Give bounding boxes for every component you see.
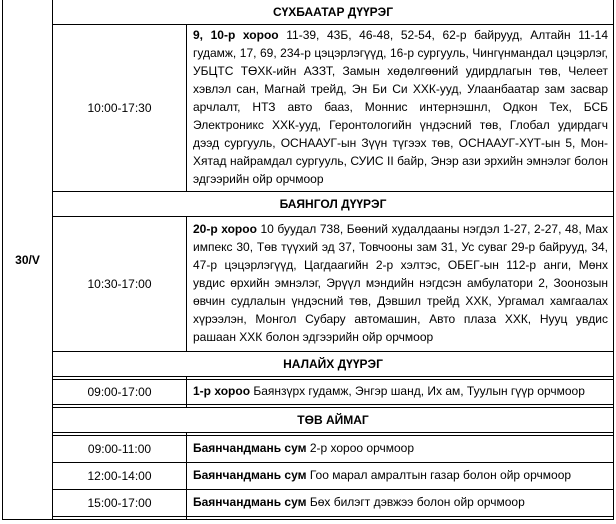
area-text: Бөх билэгт дэвжээ болон ойр орчмоор bbox=[306, 495, 525, 509]
area-description bbox=[187, 380, 614, 405]
spacer-cell bbox=[187, 517, 614, 520]
area-description bbox=[187, 463, 614, 490]
khoroo-label: 20-р хороо bbox=[193, 222, 257, 236]
date-cell: 30/V bbox=[3, 0, 53, 520]
area-text: 2-р хороо орчмоор bbox=[306, 441, 414, 455]
table-row bbox=[3, 217, 614, 352]
district-header-sukhbaatar: СҮХБААТАР ДҮҮРЭГ bbox=[53, 0, 614, 25]
area-description bbox=[187, 25, 614, 192]
sum-label: Баянчандмань сум bbox=[193, 495, 307, 509]
district-header-nalaikh: НАЛАЙХ ДҮҮРЭГ bbox=[53, 352, 614, 377]
area-description bbox=[187, 436, 614, 463]
outage-schedule-table bbox=[2, 0, 614, 520]
spacer-cell bbox=[53, 517, 187, 520]
area-text: Баянзүрх гудамж, Энгэр шанд, Их ам, Туулын гүүр орчмоор bbox=[250, 384, 585, 398]
sum-label: Баянчандмань сум bbox=[193, 441, 307, 455]
table-row bbox=[3, 490, 614, 517]
area-text: Гоо марал амралтын газар болон ойр орчмоор bbox=[306, 468, 572, 482]
time-cell: 12:00-14:00 bbox=[53, 463, 187, 490]
area-text: 10 буудал 738, Бөөний худалдааны нэгдэл 1-27, 2-27, 48, Мах импекс 30, Төв түүхий эд 37, Товчооны зам 31, Ус суваг 29-р байрууд, 34, 47-р цэцэрлэгүүд, Цагдаагийн 2-р хэлтэс, ОБЕГ-ын 112-р анги, Мөнх увдис өрхийн эмнэлэг, Эрүүл мэндийн нэгдсэн амбулатори 2, Зоонозын өвчин судлалын үндэсний төв, Дэвшил трейд ХХК, Ургамал хамгаалах хүрээлэн, Монгол Субару автомашин, Авто плаза ХХК, Нууц увдис рашаан ХХК болон эдгээрийн ойр орчмоор bbox=[193, 222, 609, 344]
district-header-bayangol: БАЯНГОЛ ДҮҮРЭГ bbox=[53, 192, 614, 217]
khoroo-label: 9, 10-р хороо bbox=[193, 28, 279, 42]
table-row bbox=[3, 25, 614, 192]
khoroo-label: 1-р хороо bbox=[193, 384, 251, 398]
time-cell: 09:00-11:00 bbox=[53, 436, 187, 463]
time-cell: 09:00-17:00 bbox=[53, 380, 187, 405]
area-description bbox=[187, 490, 614, 517]
time-cell: 10:00-17:30 bbox=[53, 25, 187, 192]
area-text: 11-39, 43Б, 46-48, 52-54, 62-р байрууд, Алтайн 11-14 гудамж, 17, 69, 234-р цэцэрлэгүүд, 16-р сургууль, Чингүнмандал цэцэрлэг, УБЦТС ТӨХК-ийн АЗЗТ, Замын хөдөлгөөний удирдлагын төв, Челеет хэвлэл сан, Магнай трейд, Эн Би Си ХХК-ууд, Улаанбаатар зам засвар арчлалт, НТЗ авто бааз, Моннис интернэшнл, Одкон Тех, БСБ Электроникс ХХК-ууд, Геронтологийн үндэсний төв, Глобал удирдагч дээд сургууль, ОСНААУГ-ын Зүүн түгээх төв, ОСНААУГ-ХҮТ-ын 5, Мон-Хятад найрамдал сургууль, СУИС II байр, Энэр ази эрхийн эмнэлэг болон эдгээрийн ойр орчмоор bbox=[193, 28, 608, 186]
table-row bbox=[3, 463, 614, 490]
time-cell: 10:30-17:00 bbox=[53, 217, 187, 352]
table-row bbox=[3, 436, 614, 463]
time-cell: 15:00-17:00 bbox=[53, 490, 187, 517]
sum-label: Баянчандмань сум bbox=[193, 468, 307, 482]
area-description bbox=[187, 217, 614, 352]
table-row bbox=[3, 380, 614, 405]
district-header-tuv: ТӨВ АЙМАГ bbox=[53, 408, 614, 433]
